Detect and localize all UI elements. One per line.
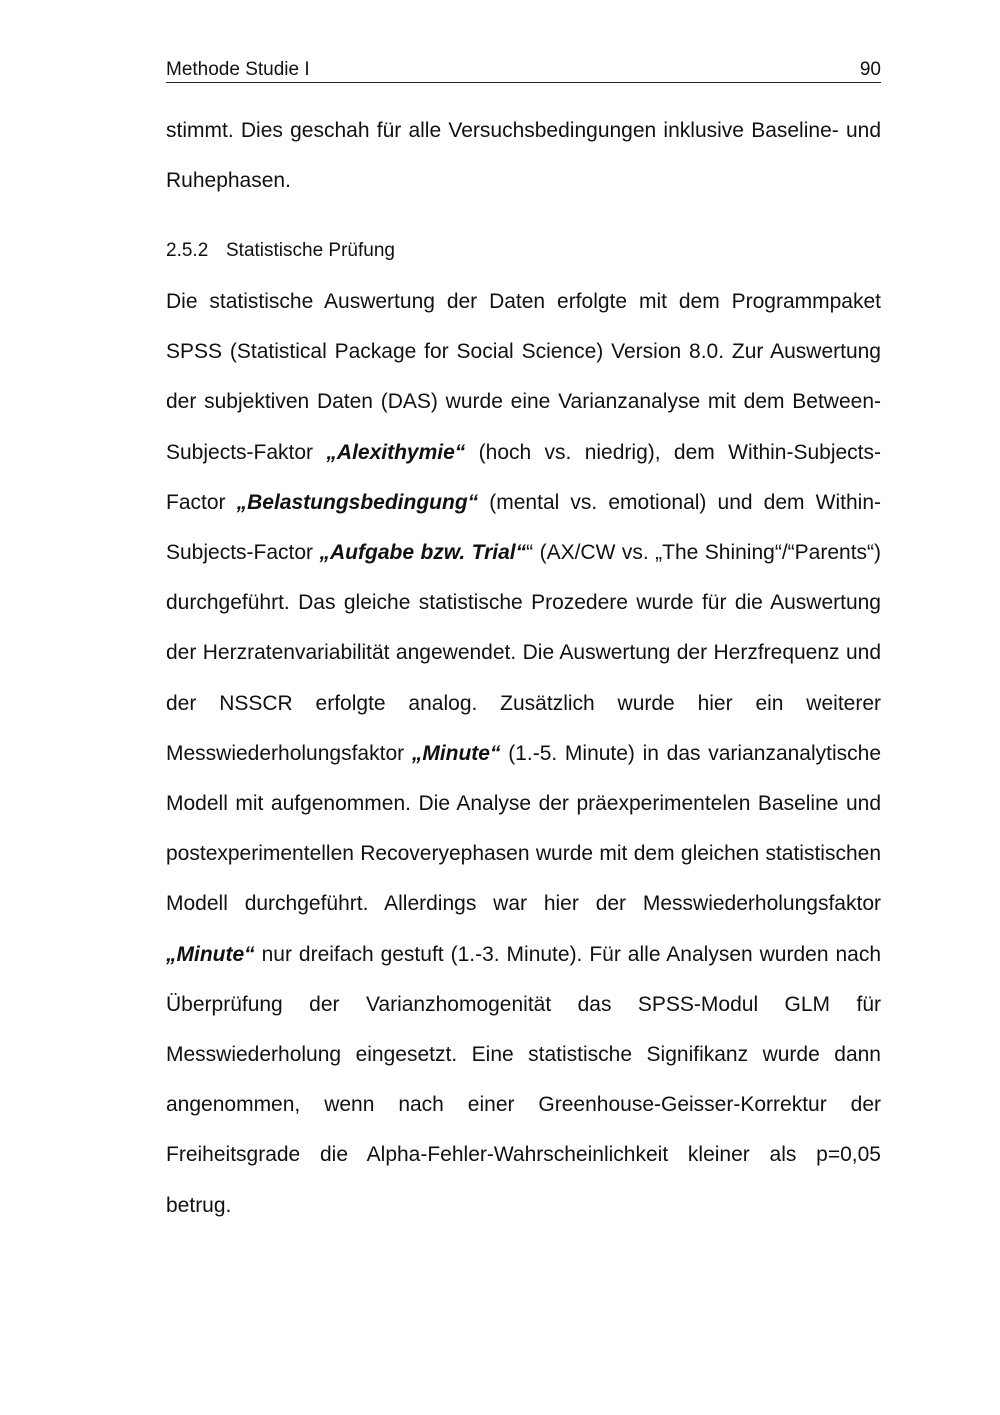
emphasized-term-belastungsbedingung: „Belastungsbedingung“ [236, 490, 479, 514]
emphasized-term-minute: „Minute“ [411, 741, 501, 765]
body-text-segment: nur dreifach gestuft (1.-3. Minute). Für alle Analysen wurden nach Überprüfung der Varianzhomogenität das SPSS-Modul GLM für Messwiederholung eingesetzt. Eine statistische Signifikanz wurde dann angenommen, wenn nach einer Greenhouse-Geisser-Korrektur der Freiheitsgrade die Alpha-Fehler-Wahrscheinlichkeit kleiner als p=0,05 betrug. [166, 942, 881, 1217]
section-number: 2.5.2 [166, 240, 209, 261]
page-number: 90 [859, 59, 881, 80]
section-heading [166, 238, 395, 264]
body-text-segment: (1.-5. Minute) in das varianzanalytische Modell mit aufgenommen. Die Analyse der präexperimentelen Baseline und postexperimentellen Recoveryephasen wurde mit dem gleichen statistischen Modell durchgeführt. Allerdings war hier der Messwiederholungsfaktor [166, 741, 882, 916]
emphasized-term-minute: „Minute“ [166, 942, 255, 966]
body-paragraph [166, 277, 881, 1231]
intro-paragraph: stimmt. Dies geschah für alle Versuchsbedingungen inklusive Baseline- und Ruhephasen. [166, 119, 881, 193]
body-text-segment: “ (AX/CW vs. „The Shining“/“Parents“) durchgeführt. Das gleiche statistische Prozedere wurde für die Auswertung der Herzratenvariabilität angewendet. Die Auswertung der Herzfrequenz und der NSSCR erfolgte analog. Zusätzlich wurde hier ein weiterer Messwiederholungsfaktor [166, 541, 882, 765]
running-header-title: Methode Studie I [166, 59, 310, 80]
emphasized-term-alexithymie: „Alexithymie“ [326, 440, 466, 464]
page-header [166, 58, 881, 83]
section-title: Statistische Prüfung [226, 240, 395, 261]
emphasized-term-aufgabe: „Aufgabe bzw. Trial“ [319, 541, 527, 565]
body-text-segment: (mental vs. emotional) und dem Within-Subjects-Factor [166, 490, 881, 565]
body-text-segment: Die statistische Auswertung der Daten erfolgte mit dem Programmpaket SPSS (Statistical Package for Social Science) Version 8.0. Zur Auswertung der subjektiven Daten (DAS) wurde eine Varianzanalyse mit dem Between-Subjects-Faktor [166, 290, 881, 464]
body-text-segment: (hoch vs. niedrig), dem Within-Subjects-Factor [166, 440, 881, 514]
